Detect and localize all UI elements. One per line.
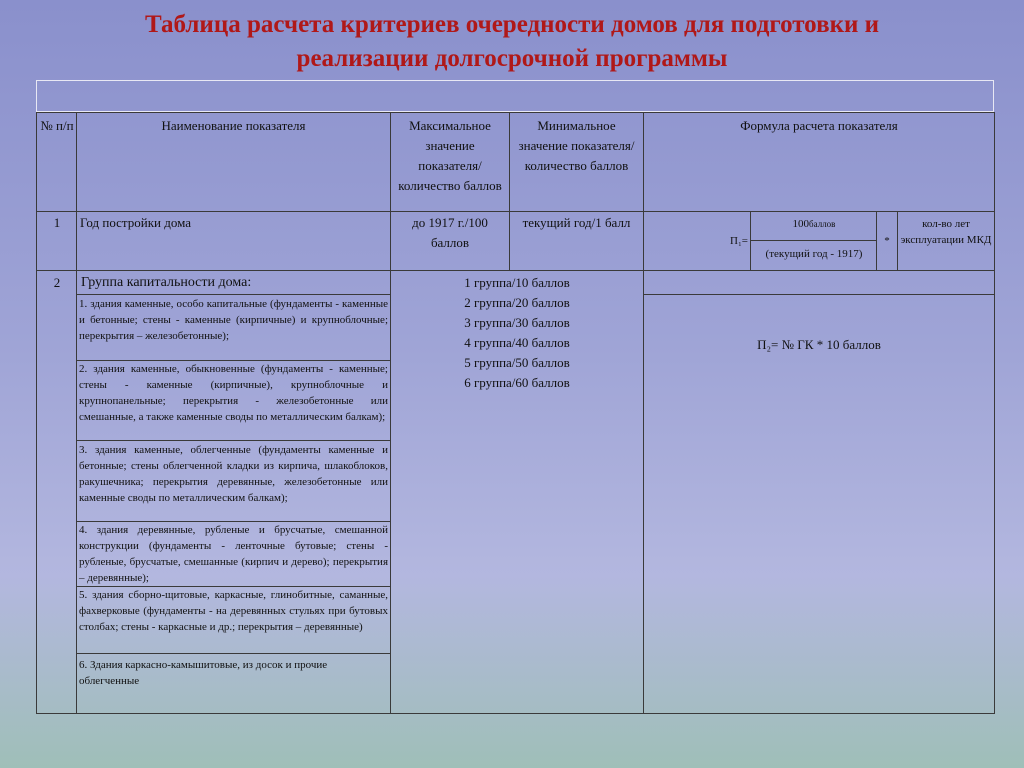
header-num: № п/п [40,118,74,133]
score-group-2: 2 группа/20 баллов [464,295,570,310]
score-group-3: 3 группа/30 баллов [464,315,570,330]
row2-num: 2 [53,275,61,290]
row1-numerator [752,217,876,231]
row1-factor: кол-во лет эксплуатации МКД [900,218,992,246]
row1-p1-label: П₁= [730,235,748,247]
row1-numerator-unit: баллов [809,219,836,229]
score-group-1: 1 группа/10 баллов [464,275,570,290]
header-max: Максимальное значение показателя/количество баллов [398,118,502,193]
group-3-text: 3. здания каменные, облегченные (фундаменты каменные и бетонные; стены облегченной кладки из кирпича, шлакоблоков, ракушечника; перекрытия деревянные, железобетонные или каменные своды по металлическим балкам); [79,444,388,504]
row1-num: 1 [53,215,61,230]
score-group-4: 4 группа/40 баллов [464,335,570,350]
row1-numerator-value: 100 [792,218,810,230]
row1-name: Год постройки дома [80,215,192,230]
title-line-2: реализации долгосрочной программы [296,45,728,72]
row2-formula-top-strip [643,270,995,295]
group-4-text: 4. здания деревянные, рубленые и брусчатые, смешанной конструкции (фундаменты - ленточные бутовые; стены - рубленые, брусчатые, смешанные (кирпич и дерево); перекрытия – деревянные); [79,524,388,584]
score-group-6: 6 группа/60 баллов [464,375,570,390]
group-5-text: 5. здания сборно-щитовые, каркасные, глинобитные, саманные, фахверковые (фундаменты - на деревянных стульях при бутовых столбах; стены - каркасные и др.; перекрытия – деревянные) [79,589,388,633]
title-line-1: Таблица расчета критериев очередности домов для подготовки и [144,11,880,38]
row1-max: до 1917 г./100 баллов [412,215,488,250]
row1-star: * [884,235,890,247]
header-min: Минимальное значение показателя/ количество баллов [518,118,635,173]
row2-num-cell [36,270,77,714]
table-top-band [36,80,994,112]
slide-title [60,8,964,76]
header-name: Наименование показателя [161,118,306,133]
row1-min: текущий год/1 балл [522,215,631,230]
score-group-5: 5 группа/50 баллов [464,355,570,370]
group-2-text: 2. здания каменные, обыкновенные (фундаменты - каменные; стены - каменные (кирпичные), крупноблочные и крупнопанельные; перекрытия - железобетонные или смешанные, а также каменные своды по металлическим балкам); [79,363,388,423]
row1-denominator: (текущий год - 1917) [765,248,863,260]
row2-name: Группа капитальности дома: [81,275,252,290]
header-formula: Формула расчета показателя [740,118,898,133]
row2-formula: П₂= № ГК * 10 баллов [757,337,881,352]
group-6-text: 6. Здания каркасно-камышитовые, из досок и прочие облегченные [79,659,328,687]
group-1-text: 1. здания каменные, особо капитальные (фундаменты - каменные и бетонные; стены - каменные (кирпичные) и крупноблочные; перекрытия – железобетонные); [79,298,388,342]
